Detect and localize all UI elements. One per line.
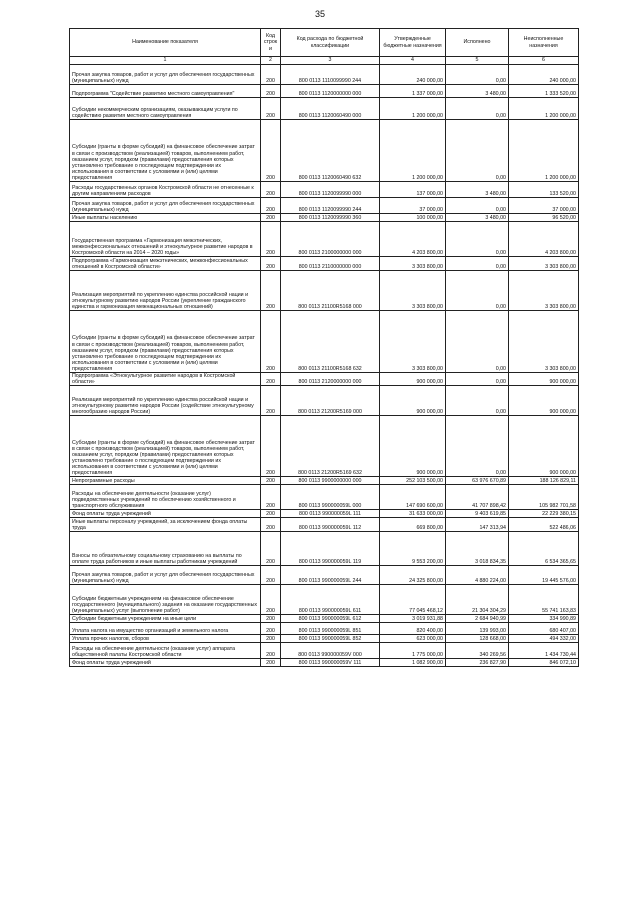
header-unexecuted: Неисполненные назначения xyxy=(509,29,579,57)
table-row xyxy=(70,222,579,257)
row-unexecuted: 900 000,00 xyxy=(509,416,579,477)
row-approved: 820 400,00 xyxy=(380,623,446,635)
row-budget-code: 800 0113 21200R5169 000 xyxy=(281,386,380,416)
row-unexecuted: 522 486,06 xyxy=(509,518,579,532)
row-executed: 4 880 224,00 xyxy=(446,566,509,585)
row-name: Фонд оплаты труда учреждений xyxy=(70,659,261,667)
column-number: 2 xyxy=(261,57,281,65)
row-budget-code: 800 0113 2120000000 000 xyxy=(281,373,380,386)
row-budget-code: 800 0113 990000059L 119 xyxy=(281,532,380,566)
row-budget-code: 800 0113 2110000000 000 xyxy=(281,257,380,271)
table-row xyxy=(70,643,579,659)
row-name: Расходы на обеспечение деятельности (оказание услуг) подведомственных учреждений по обеспечению хозяйственного и транспортного обслуживания xyxy=(70,485,261,510)
row-unexecuted: 900 000,00 xyxy=(509,373,579,386)
row-executed: 0,00 xyxy=(446,198,509,214)
row-line-code: 200 xyxy=(261,643,281,659)
row-line-code: 200 xyxy=(261,120,281,182)
column-number: 3 xyxy=(281,57,380,65)
column-number: 6 xyxy=(509,57,579,65)
row-approved: 37 000,00 xyxy=(380,198,446,214)
row-unexecuted: 900 000,00 xyxy=(509,386,579,416)
row-unexecuted: 1 434 730,44 xyxy=(509,643,579,659)
row-name: Иные выплаты персоналу учреждений, за исключением фонда оплаты труда xyxy=(70,518,261,532)
row-line-code: 200 xyxy=(261,623,281,635)
row-approved: 3 019 931,88 xyxy=(380,615,446,623)
row-name: Реализация мероприятий по укреплению единства российской нации и этнокультурному развитию народов России (укрепление гражданского единства и гармонизация межнациональных отношений) xyxy=(70,271,261,311)
column-number: 4 xyxy=(380,57,446,65)
row-budget-code: 800 0113 990000059L 000 xyxy=(281,485,380,510)
row-approved: 900 000,00 xyxy=(380,373,446,386)
column-number: 1 xyxy=(70,57,261,65)
row-approved: 3 303 800,00 xyxy=(380,257,446,271)
row-unexecuted: 680 407,00 xyxy=(509,623,579,635)
row-executed: 0,00 xyxy=(446,386,509,416)
row-line-code: 200 xyxy=(261,659,281,667)
row-name: Субсидии (гранты в форме субсидий) на финансовое обеспечение затрат в связи с производством (реализацией) товаров, выполнением работ, оказанием услуг, порядком (правилами) предоставления которых установлено требование о последующем подтверждении их использования в соответствии с условиями и (или) целями предоставления xyxy=(70,416,261,477)
row-line-code: 200 xyxy=(261,214,281,222)
row-budget-code: 800 0113 1120099990 360 xyxy=(281,214,380,222)
row-approved: 3 303 800,00 xyxy=(380,311,446,373)
row-executed: 0,00 xyxy=(446,98,509,120)
row-unexecuted: 1 333 520,00 xyxy=(509,85,579,98)
row-budget-code: 800 0113 990000059L 244 xyxy=(281,566,380,585)
row-executed: 2 684 940,99 xyxy=(446,615,509,623)
row-line-code: 200 xyxy=(261,65,281,85)
row-unexecuted: 240 000,00 xyxy=(509,65,579,85)
row-unexecuted: 188 126 829,11 xyxy=(509,477,579,485)
row-budget-code: 800 0113 990000059L 112 xyxy=(281,518,380,532)
column-number: 5 xyxy=(446,57,509,65)
row-name: Уплата прочих налогов, сборов xyxy=(70,635,261,643)
row-budget-code: 800 0113 21100R5168 000 xyxy=(281,271,380,311)
table-row xyxy=(70,623,579,635)
table-row xyxy=(70,510,579,518)
row-unexecuted: 3 303 800,00 xyxy=(509,271,579,311)
row-approved: 900 000,00 xyxy=(380,386,446,416)
row-executed: 0,00 xyxy=(446,257,509,271)
row-unexecuted: 4 203 800,00 xyxy=(509,222,579,257)
row-line-code: 200 xyxy=(261,416,281,477)
column-number-row xyxy=(70,57,579,65)
row-budget-code: 800 0113 21100R5168 632 xyxy=(281,311,380,373)
row-budget-code: 800 0113 990000059V 000 xyxy=(281,643,380,659)
row-executed: 0,00 xyxy=(446,416,509,477)
row-name: Фонд оплаты труда учреждений xyxy=(70,510,261,518)
row-unexecuted: 3 303 800,00 xyxy=(509,311,579,373)
row-line-code: 200 xyxy=(261,98,281,120)
row-executed: 0,00 xyxy=(446,222,509,257)
row-name: Субсидии бюджетным учреждениям на финансовое обеспечение государственного (муниципального) задания на оказание государственных (муниципальных) услуг (выполнение работ) xyxy=(70,585,261,615)
row-executed: 0,00 xyxy=(446,65,509,85)
row-unexecuted: 133 520,00 xyxy=(509,182,579,198)
row-line-code: 200 xyxy=(261,257,281,271)
row-unexecuted: 1 200 000,00 xyxy=(509,120,579,182)
row-budget-code: 800 0113 1120000000 000 xyxy=(281,85,380,98)
row-approved: 1 775 000,00 xyxy=(380,643,446,659)
budget-execution-table xyxy=(69,28,579,667)
row-executed: 0,00 xyxy=(446,311,509,373)
row-approved: 147 690 600,00 xyxy=(380,485,446,510)
table-row xyxy=(70,85,579,98)
row-executed: 3 480,00 xyxy=(446,214,509,222)
row-approved: 623 000,00 xyxy=(380,635,446,643)
row-approved: 137 000,00 xyxy=(380,182,446,198)
row-unexecuted: 37 000,00 xyxy=(509,198,579,214)
row-approved: 1 337 000,00 xyxy=(380,85,446,98)
row-approved: 1 082 900,00 xyxy=(380,659,446,667)
row-line-code: 200 xyxy=(261,532,281,566)
row-name: Взносы по обязательному социальному страхованию на выплаты по оплате труда работников и иные выплаты работникам учреждений xyxy=(70,532,261,566)
row-budget-code: 800 0113 1120099990 000 xyxy=(281,182,380,198)
table-row xyxy=(70,615,579,623)
row-budget-code: 800 0113 2100000000 000 xyxy=(281,222,380,257)
row-approved: 1 200 000,00 xyxy=(380,98,446,120)
table-row xyxy=(70,635,579,643)
row-executed: 139 993,00 xyxy=(446,623,509,635)
table-row xyxy=(70,485,579,510)
row-name: Субсидии некоммерческим организациям, оказывающим услуги по содействию развития местного самоуправления xyxy=(70,98,261,120)
header-budget-code: Код расхода по бюджетной классификации xyxy=(281,29,380,57)
row-approved: 31 633 000,00 xyxy=(380,510,446,518)
row-approved: 77 045 468,12 xyxy=(380,585,446,615)
table-header-row xyxy=(70,29,579,57)
row-budget-code: 800 0113 1120099990 244 xyxy=(281,198,380,214)
table-row xyxy=(70,214,579,222)
table-row xyxy=(70,373,579,386)
row-budget-code: 800 0113 990000059L 611 xyxy=(281,585,380,615)
row-line-code: 200 xyxy=(261,485,281,510)
row-line-code: 200 xyxy=(261,222,281,257)
row-name: Уплата налога на имущество организаций и земельного налога xyxy=(70,623,261,635)
row-executed: 0,00 xyxy=(446,120,509,182)
row-executed: 3 018 834,35 xyxy=(446,532,509,566)
table-row xyxy=(70,311,579,373)
table-row xyxy=(70,257,579,271)
table-row xyxy=(70,585,579,615)
row-approved: 24 325 800,00 xyxy=(380,566,446,585)
row-budget-code: 800 0113 990000059L 111 xyxy=(281,510,380,518)
row-budget-code: 800 0113 990000059L 851 xyxy=(281,623,380,635)
row-name: Иные выплаты населению xyxy=(70,214,261,222)
table-row xyxy=(70,659,579,667)
row-executed: 128 668,00 xyxy=(446,635,509,643)
row-executed: 0,00 xyxy=(446,271,509,311)
row-name: Субсидии бюджетным учреждениям на иные цели xyxy=(70,615,261,623)
row-executed: 9 403 619,85 xyxy=(446,510,509,518)
row-budget-code: 800 0113 9900000000 000 xyxy=(281,477,380,485)
row-line-code: 200 xyxy=(261,477,281,485)
row-executed: 147 313,94 xyxy=(446,518,509,532)
table-row xyxy=(70,120,579,182)
row-unexecuted: 494 332,00 xyxy=(509,635,579,643)
table-body xyxy=(70,65,579,667)
row-name: Прочая закупка товаров, работ и услуг для обеспечения государственных (муниципальных) нужд xyxy=(70,65,261,85)
header-approved: Утвержденные бюджетные назначения xyxy=(380,29,446,57)
row-line-code: 200 xyxy=(261,585,281,615)
row-executed: 41 707 898,42 xyxy=(446,485,509,510)
row-line-code: 200 xyxy=(261,271,281,311)
table-row xyxy=(70,416,579,477)
row-approved: 3 303 800,00 xyxy=(380,271,446,311)
table-row xyxy=(70,271,579,311)
row-unexecuted: 19 445 576,00 xyxy=(509,566,579,585)
table-row xyxy=(70,532,579,566)
header-line-code: Код строк и xyxy=(261,29,281,57)
row-executed: 236 827,90 xyxy=(446,659,509,667)
table-row xyxy=(70,198,579,214)
row-executed: 3 480,00 xyxy=(446,182,509,198)
row-budget-code: 800 0113 990000059V 111 xyxy=(281,659,380,667)
row-approved: 252 103 500,00 xyxy=(380,477,446,485)
row-budget-code: 800 0113 1120060490 632 xyxy=(281,120,380,182)
row-line-code: 200 xyxy=(261,635,281,643)
row-line-code: 200 xyxy=(261,510,281,518)
row-unexecuted: 105 982 701,58 xyxy=(509,485,579,510)
row-approved: 1 200 000,00 xyxy=(380,120,446,182)
table-row xyxy=(70,566,579,585)
row-approved: 669 800,00 xyxy=(380,518,446,532)
page-number: 35 xyxy=(314,9,325,19)
row-line-code: 200 xyxy=(261,566,281,585)
row-approved: 9 553 200,00 xyxy=(380,532,446,566)
row-executed: 21 304 304,29 xyxy=(446,585,509,615)
table-row xyxy=(70,98,579,120)
row-approved: 100 000,00 xyxy=(380,214,446,222)
row-name: Непрограммные расходы xyxy=(70,477,261,485)
table-row xyxy=(70,65,579,85)
row-name: Государственная программа «Гармонизация межэтнических, межконфессиональных отношений и этнокультурное развитие народов в Костромской области на 2014 – 2020 годы» xyxy=(70,222,261,257)
row-name: Реализация мероприятий по укреплению единства российской нации и этнокультурному развитию народов России (содействие этнокультурному многообразию народов России) xyxy=(70,386,261,416)
header-name: Наименование показателя xyxy=(70,29,261,57)
row-name: Расходы на обеспечение деятельности (оказание услуг) аппарата общественной палаты Костромской области xyxy=(70,643,261,659)
row-name: Прочая закупка товаров, работ и услуг для обеспечения государственных (муниципальных) нужд xyxy=(70,198,261,214)
header-executed: Исполнено xyxy=(446,29,509,57)
row-executed: 0,00 xyxy=(446,373,509,386)
row-line-code: 200 xyxy=(261,373,281,386)
row-approved: 4 203 800,00 xyxy=(380,222,446,257)
row-budget-code: 800 0113 1120060490 000 xyxy=(281,98,380,120)
row-executed: 340 269,56 xyxy=(446,643,509,659)
table-row xyxy=(70,182,579,198)
row-name: Субсидии (гранты в форме субсидий) на финансовое обеспечение затрат в связи с производством (реализацией) товаров, выполнением работ, оказанием услуг, порядком (правилами) предоставления которых установлено требование о последующем подтверждении их использования в соответствии с условиями и (или) целями предоставления xyxy=(70,120,261,182)
table-row xyxy=(70,477,579,485)
row-approved: 900 000,00 xyxy=(380,416,446,477)
row-line-code: 200 xyxy=(261,615,281,623)
table-row xyxy=(70,386,579,416)
row-unexecuted: 3 303 800,00 xyxy=(509,257,579,271)
row-unexecuted: 334 990,89 xyxy=(509,615,579,623)
row-line-code: 200 xyxy=(261,198,281,214)
row-unexecuted: 96 520,00 xyxy=(509,214,579,222)
row-budget-code: 800 0113 990000059L 612 xyxy=(281,615,380,623)
row-line-code: 200 xyxy=(261,518,281,532)
row-budget-code: 800 0113 21200R5169 632 xyxy=(281,416,380,477)
row-unexecuted: 22 229 380,15 xyxy=(509,510,579,518)
row-unexecuted: 55 741 163,83 xyxy=(509,585,579,615)
row-budget-code: 800 0113 1110099990 244 xyxy=(281,65,380,85)
table-row xyxy=(70,518,579,532)
row-executed: 3 480,00 xyxy=(446,85,509,98)
row-line-code: 200 xyxy=(261,85,281,98)
row-name: Подпрограмма «Гармонизация межэтнических, межконфессиональных отношений в Костромской области» xyxy=(70,257,261,271)
row-name: Субсидии (гранты в форме субсидий) на финансовое обеспечение затрат в связи с производством (реализацией) товаров, выполнением работ, оказанием услуг, порядком (правилами) предоставления которых установлено требование о последующем подтверждении их использования в соответствии с условиями и (или) целями предоставления xyxy=(70,311,261,373)
row-approved: 240 000,00 xyxy=(380,65,446,85)
row-line-code: 200 xyxy=(261,386,281,416)
row-line-code: 200 xyxy=(261,311,281,373)
row-unexecuted: 1 200 000,00 xyxy=(509,98,579,120)
row-budget-code: 800 0113 990000059L 852 xyxy=(281,635,380,643)
row-line-code: 200 xyxy=(261,182,281,198)
row-name: Подпрограмма «Этнокультурное развитие народов в Костромской области» xyxy=(70,373,261,386)
row-name: Прочая закупка товаров, работ и услуг для обеспечения государственных (муниципальных) нужд xyxy=(70,566,261,585)
row-name: Расходы государственных органов Костромской области не отнесенные к другим направлениям расходов xyxy=(70,182,261,198)
row-name: Подпрограмма "Содействие развитию местного самоуправления" xyxy=(70,85,261,98)
row-unexecuted: 846 072,10 xyxy=(509,659,579,667)
row-unexecuted: 6 534 365,65 xyxy=(509,532,579,566)
row-executed: 63 976 670,89 xyxy=(446,477,509,485)
